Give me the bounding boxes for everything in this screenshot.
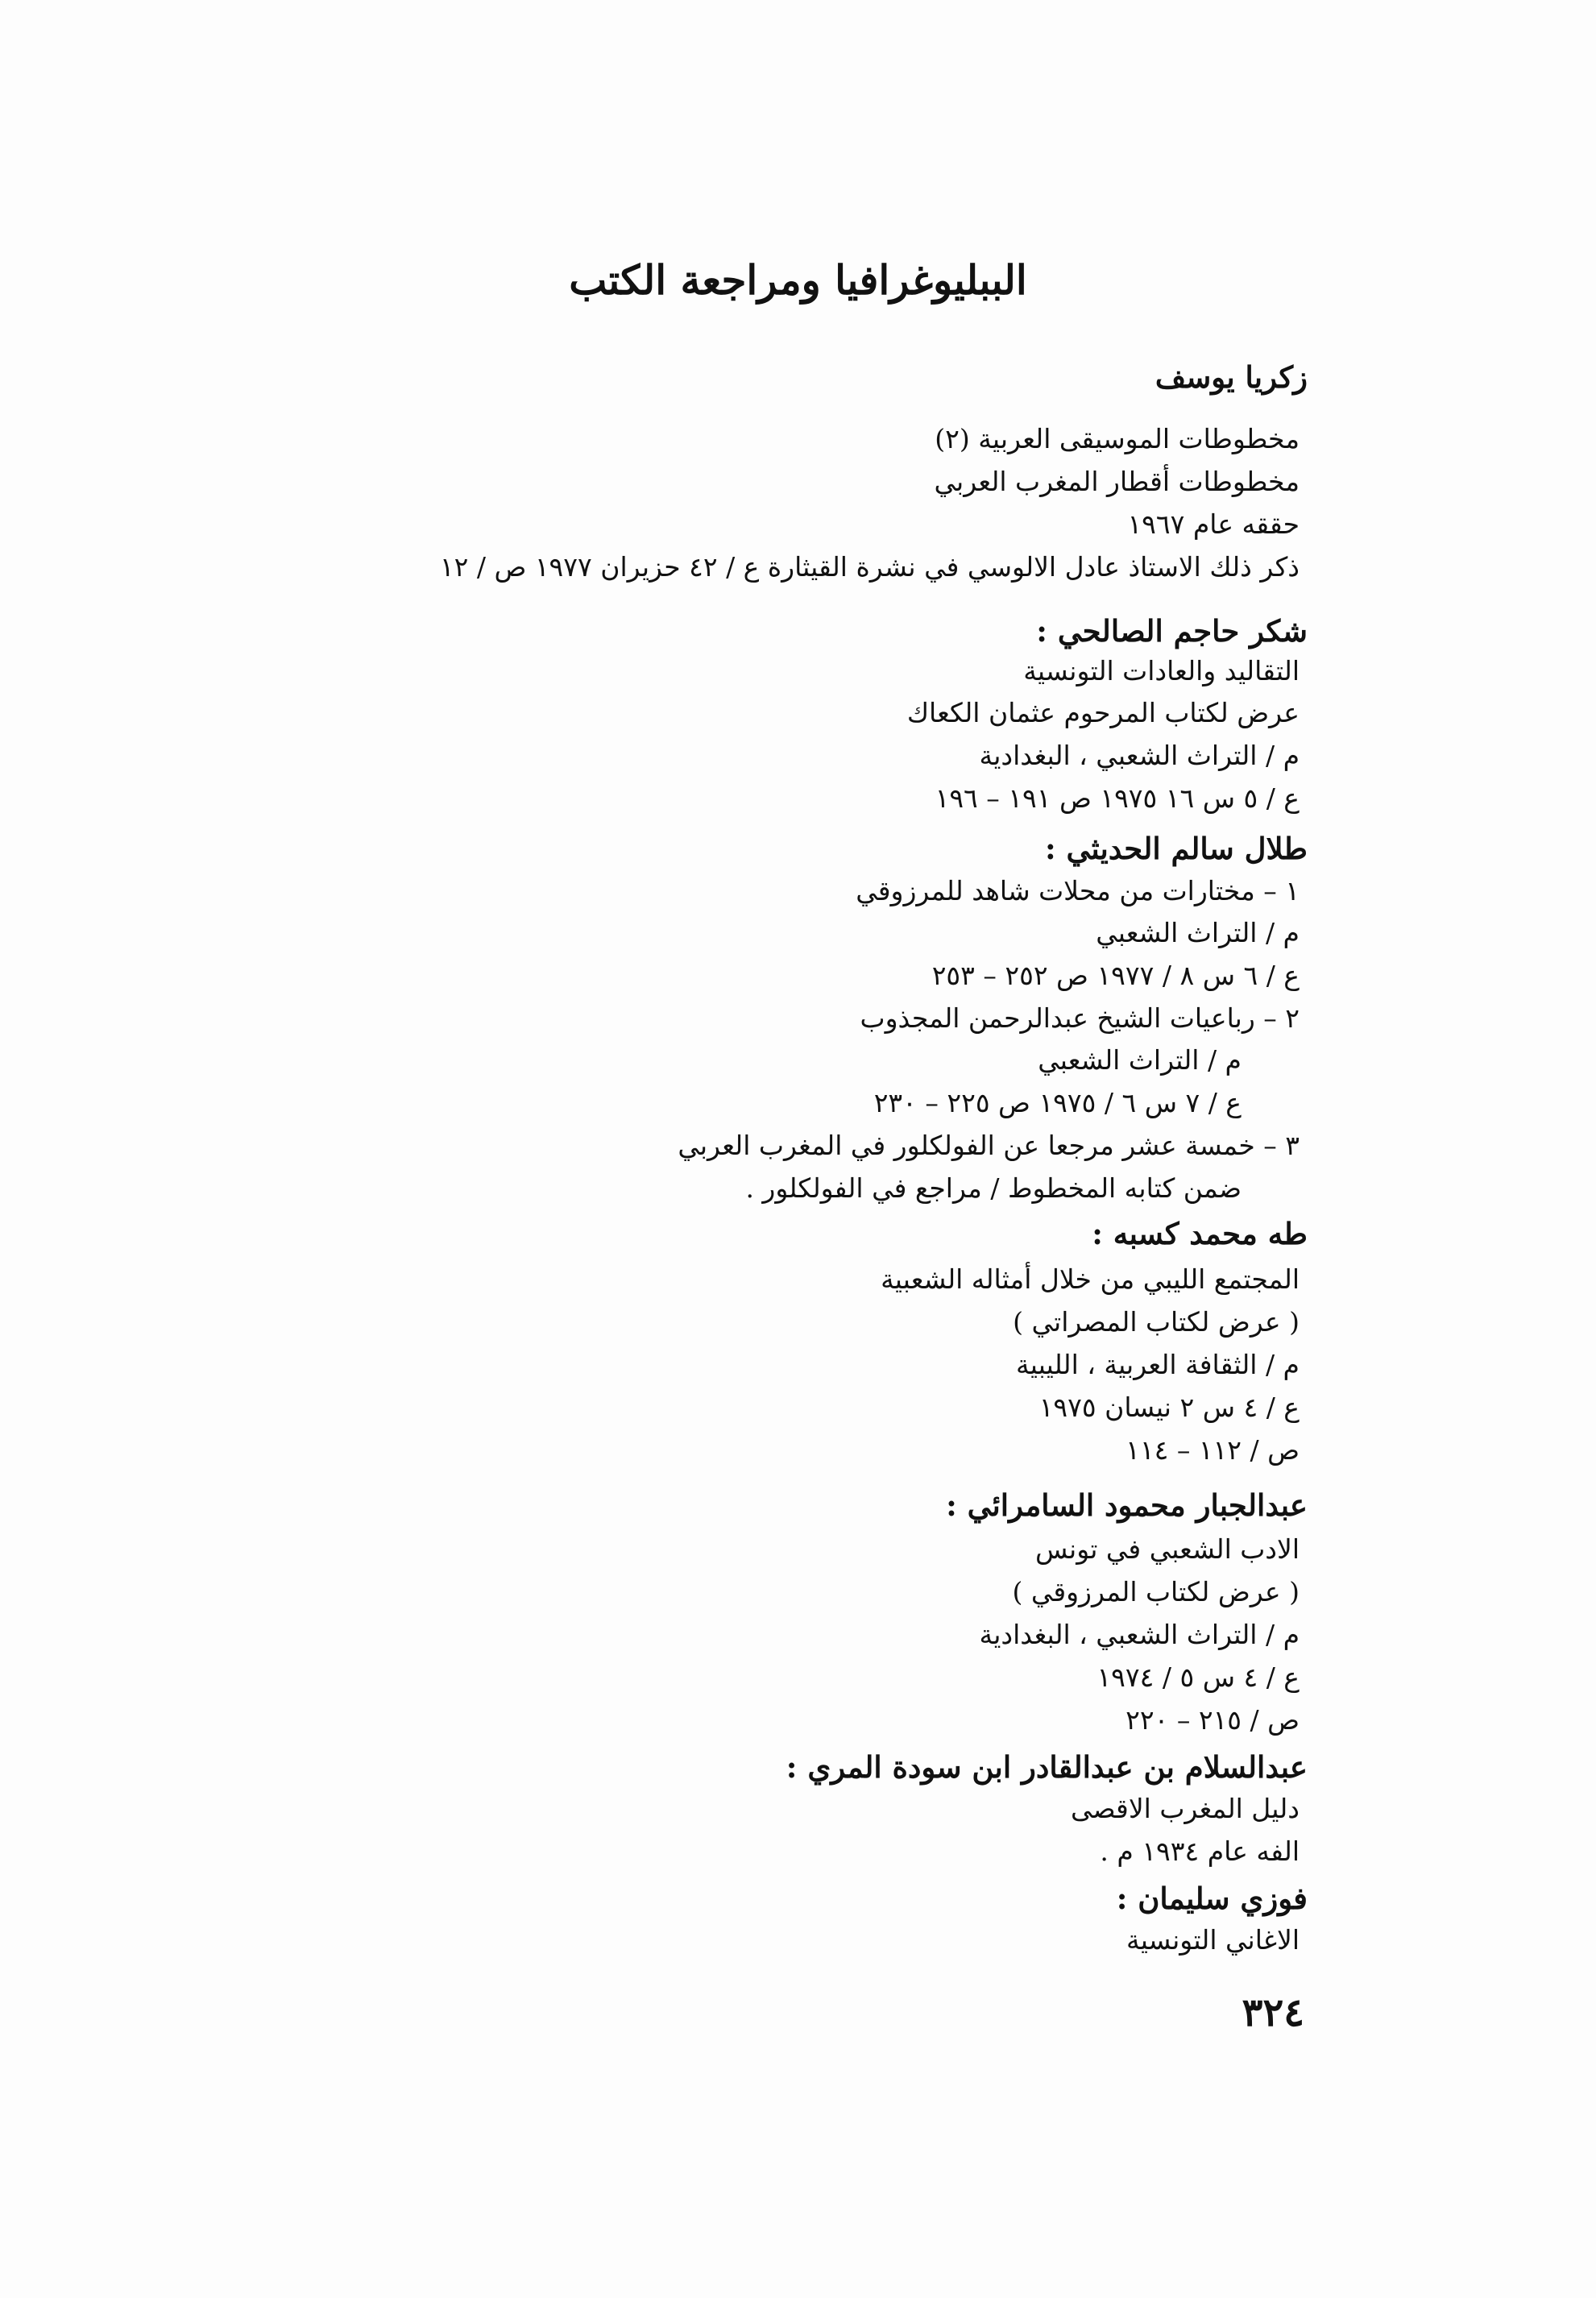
- entry-line: ( عرض لكتاب المصراتي ): [1013, 1306, 1300, 1338]
- entry-line: م / الثقافة العربية ، الليبية: [1016, 1349, 1300, 1380]
- entry-line: ع / ٥ س ١٦ ١٩٧٥ ص ١٩١ – ١٩٦: [935, 782, 1300, 814]
- page-number: ٣٢٤: [1242, 1990, 1304, 2035]
- entry-author: فوزي سليمان :: [1116, 1881, 1308, 1916]
- entry-line: دليل المغرب الاقصى: [1070, 1793, 1300, 1824]
- entry-line: ضمن كتابه المخطوط / مراجع في الفولكلور .: [745, 1172, 1242, 1204]
- entry-line: ٢ – رباعيات الشيخ عبدالرحمن المجذوب: [860, 1002, 1300, 1034]
- entry-line: المجتمع الليبي من خلال أمثاله الشعبية: [881, 1263, 1300, 1295]
- entry-line: ص / ٢١٥ – ٢٢٠: [1125, 1704, 1300, 1736]
- entry-line: ع / ٦ س ٨ / ١٩٧٧ ص ٢٥٢ – ٢٥٣: [931, 960, 1300, 991]
- entry-author: عبدالجبار محمود السامرائي :: [946, 1487, 1308, 1523]
- entry-author: طلال سالم الحديثي :: [1044, 831, 1308, 866]
- entry-line: الفه عام ١٩٣٤ م .: [1100, 1835, 1300, 1867]
- entry-line: عرض لكتاب المرحوم عثمان الكعاك: [906, 697, 1300, 728]
- entry-line: ع / ٧ س ٦ / ١٩٧٥ ص ٢٢٥ – ٢٣٠: [873, 1087, 1242, 1118]
- entry-line: م / التراث الشعبي: [1096, 917, 1300, 948]
- entry-author: عبدالسلام بن عبدالقادر ابن سودة المري :: [786, 1749, 1308, 1785]
- entry-line: التقاليد والعادات التونسية: [1023, 655, 1300, 686]
- entry-line: ( عرض لكتاب المرزوقي ): [1012, 1576, 1300, 1607]
- page-title: الببليوغرافيا ومراجعة الكتب: [569, 256, 1027, 304]
- entry-line: م / التراث الشعبي: [1038, 1044, 1242, 1076]
- entry-line: ذكر ذلك الاستاذ عادل الالوسي في نشرة القيثارة ع / ٤٢ حزيران ١٩٧٧ ص / ١٢: [439, 551, 1300, 583]
- entry-author: شكر حاجم الصالحي :: [1036, 613, 1308, 649]
- entry-line: مخطوطات الموسيقى العربية (٢): [935, 423, 1300, 454]
- entry-line: الاغاني التونسية: [1126, 1924, 1300, 1956]
- entry-line: م / التراث الشعبي ، البغدادية: [979, 740, 1300, 771]
- entry-line: ع / ٤ س ٢ نيسان ١٩٧٥: [1038, 1392, 1300, 1423]
- entry-line: م / التراث الشعبي ، البغدادية: [979, 1619, 1300, 1650]
- entry-line: ١ – مختارات من محلات شاهد للمرزوقي: [856, 875, 1300, 906]
- entry-line: ص / ١١٢ – ١١٤: [1125, 1434, 1300, 1466]
- entry-author: طه محمد كسبه :: [1092, 1216, 1308, 1251]
- entry-author: زكريا يوسف: [1155, 359, 1308, 395]
- entry-line: ع / ٤ س ٥ / ١٩٧٤: [1096, 1661, 1300, 1693]
- entry-line: الادب الشعبي في تونس: [1034, 1533, 1300, 1565]
- entry-line: ٣ – خمسة عشر مرجعا عن الفولكلور في المغرب العربي: [678, 1130, 1300, 1161]
- entry-line: مخطوطات أقطار المغرب العربي: [934, 466, 1300, 497]
- entry-line: حققه عام ١٩٦٧: [1127, 508, 1300, 540]
